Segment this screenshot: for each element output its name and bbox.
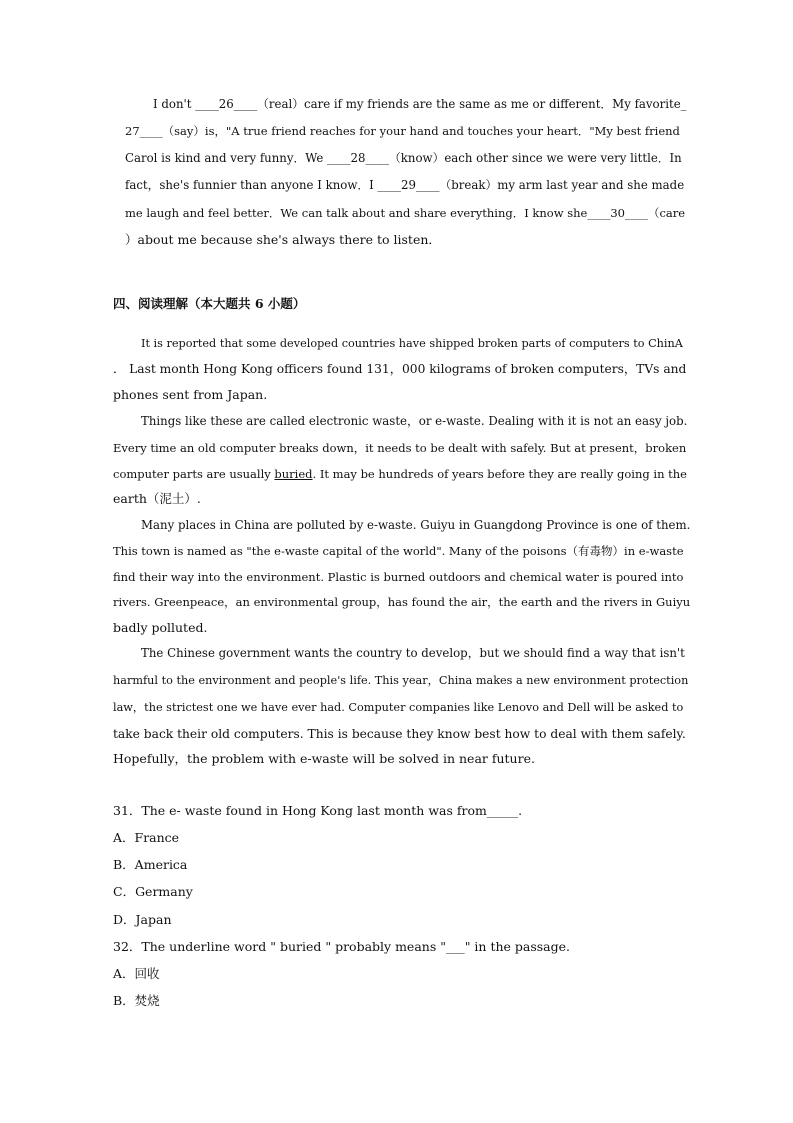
question-31-option-d: D．Japan <box>113 912 172 927</box>
passage-p3-line-5: badly polluted. <box>113 620 208 635</box>
question-32-option-b: B．焚烧 <box>113 993 160 1008</box>
passage-p4-line-5: Hopefully，the problem with e-waste will be solved in near future. <box>113 751 535 766</box>
passage-p3-line-3: find their way into the environment. Plastic is burned outdoors and chemical water is poured into <box>113 570 684 584</box>
passage-p3-line-1: Many places in China are polluted by e-waste. Guiyu in Guangdong Province is one of them. <box>141 518 691 532</box>
question-31-stem: 31．The e- waste found in Hong Kong last month was from_____. <box>113 803 523 818</box>
cloze-line-3: Carol is kind and very funny．We ____28____（know）each other since we were very little．In <box>125 151 682 165</box>
passage-p4-line-3: law，the strictest one we have ever had. Computer companies like Lenovo and Dell will be asked to <box>113 701 684 714</box>
passage-p3-line-4: rivers. Greenpeace，an environmental group，has found the air，the earth and the rivers in Guiyu <box>113 595 691 609</box>
question-31-option-c: C．Germany <box>113 884 193 899</box>
passage-p2-line-3 <box>113 466 687 482</box>
question-31-option-b: B．America <box>113 857 188 872</box>
passage-p4-line-1: The Chinese government wants the country to develop，but we should find a way that isn't <box>141 646 685 660</box>
passage-p4-line-2: harmful to the environment and people's life. This year，China makes a new environment protection <box>113 674 689 687</box>
question-32-option-a: A．回收 <box>113 966 160 981</box>
underlined-word-buried: buried <box>274 467 313 481</box>
cloze-line-4: fact，she's funnier than anyone I know．I ____29____（break）my arm last year and she made <box>125 178 685 192</box>
passage-p1-line-2: ． Last month Hong Kong officers found 131，000 kilograms of broken computers，TVs and <box>113 362 687 376</box>
question-32-stem: 32．The underline word " buried " probably means "___" in the passage. <box>113 939 571 954</box>
passage-p3-line-2: This town is named as "the e-waste capital of the world". Many of the poisons（有毒物）in e-waste <box>113 544 684 558</box>
section-heading: 四、阅读理解（本大题共 6 小题） <box>113 296 306 311</box>
passage-p1-line-1: It is reported that some developed countries have shipped broken parts of computers to ChinA <box>141 337 683 350</box>
passage-p2-line-1: Things like these are called electronic waste，or e-waste. Dealing with it is not an easy job. <box>141 414 688 428</box>
passage-text: . It may be hundreds of years before they are really going in the <box>312 467 687 481</box>
passage-text: computer parts are usually <box>113 467 275 481</box>
passage-p2-line-2: Every time an old computer breaks down，it needs to be dealt with safely. But at present，broken <box>113 441 687 455</box>
passage-p2-line-4: earth（泥土）. <box>113 491 201 506</box>
cloze-line-6: ）about me because she's always there to listen． <box>125 232 441 247</box>
passage-p1-line-3: phones sent from Japan. <box>113 387 268 402</box>
cloze-line-2: 27____（say）is，"A true friend reaches for your hand and touches your heart．"My best friend <box>125 124 680 138</box>
cloze-line-1: I don't ____26____（real）care if my friends are the same as me or different．My favorite_ <box>153 97 687 111</box>
question-31-option-a: A．France <box>113 830 180 845</box>
passage-p4-line-4: take back their old computers. This is because they know best how to deal with them safely. <box>113 727 686 741</box>
cloze-line-5: me laugh and feel better．We can talk about and share everything．I know she____30____（care <box>125 206 686 220</box>
